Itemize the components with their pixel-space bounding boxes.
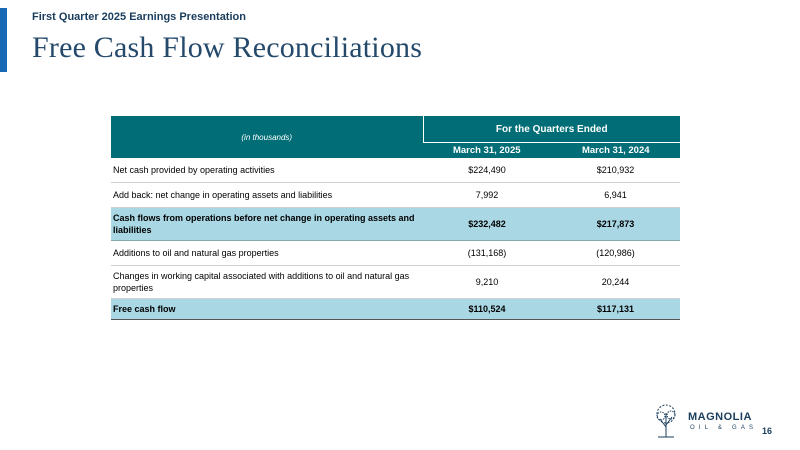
- row-label: Changes in working capital associated with additions to oil and natural gas properties: [111, 266, 423, 299]
- accent-bar: [0, 8, 7, 72]
- column-header: March 31, 2024: [551, 143, 680, 159]
- table-row: [111, 183, 680, 208]
- cell-value: 6,941: [551, 183, 680, 208]
- units-label: (in thousands): [111, 116, 423, 158]
- row-label: Additions to oil and natural gas properties: [111, 241, 423, 266]
- presentation-subtitle: First Quarter 2025 Earnings Presentation: [32, 11, 246, 23]
- table-row-highlight: [111, 208, 680, 241]
- cell-value: 20,244: [551, 266, 680, 299]
- column-header: March 31, 2025: [423, 143, 551, 159]
- table-row: [111, 158, 680, 183]
- logo-wordmark: MAGNOLIA: [688, 411, 752, 423]
- row-label: Cash flows from operations before net change in operating assets and liabilities: [111, 208, 423, 241]
- cell-value: (120,986): [551, 241, 680, 266]
- cell-value: $117,131: [551, 299, 680, 320]
- cell-value: 9,210: [423, 266, 551, 299]
- cell-value: 7,992: [423, 183, 551, 208]
- row-label: Free cash flow: [111, 299, 423, 320]
- logo-subtext: OIL & GAS: [690, 425, 758, 431]
- group-header: For the Quarters Ended: [423, 116, 680, 143]
- cell-value: (131,168): [423, 241, 551, 266]
- table-row: [111, 241, 680, 266]
- row-label: Net cash provided by operating activities: [111, 158, 423, 183]
- page-title: Free Cash Flow Reconciliations: [32, 31, 423, 64]
- cell-value: $217,873: [551, 208, 680, 241]
- cell-value: $232,482: [423, 208, 551, 241]
- cell-value: $110,524: [423, 299, 551, 320]
- cell-value: $224,490: [423, 158, 551, 183]
- reconciliation-table: [111, 116, 680, 320]
- page-number: 16: [762, 426, 773, 436]
- table-row-total: [111, 299, 680, 320]
- cell-value: $210,932: [551, 158, 680, 183]
- row-label: Add back: net change in operating assets and liabilities: [111, 183, 423, 208]
- table-row: [111, 266, 680, 299]
